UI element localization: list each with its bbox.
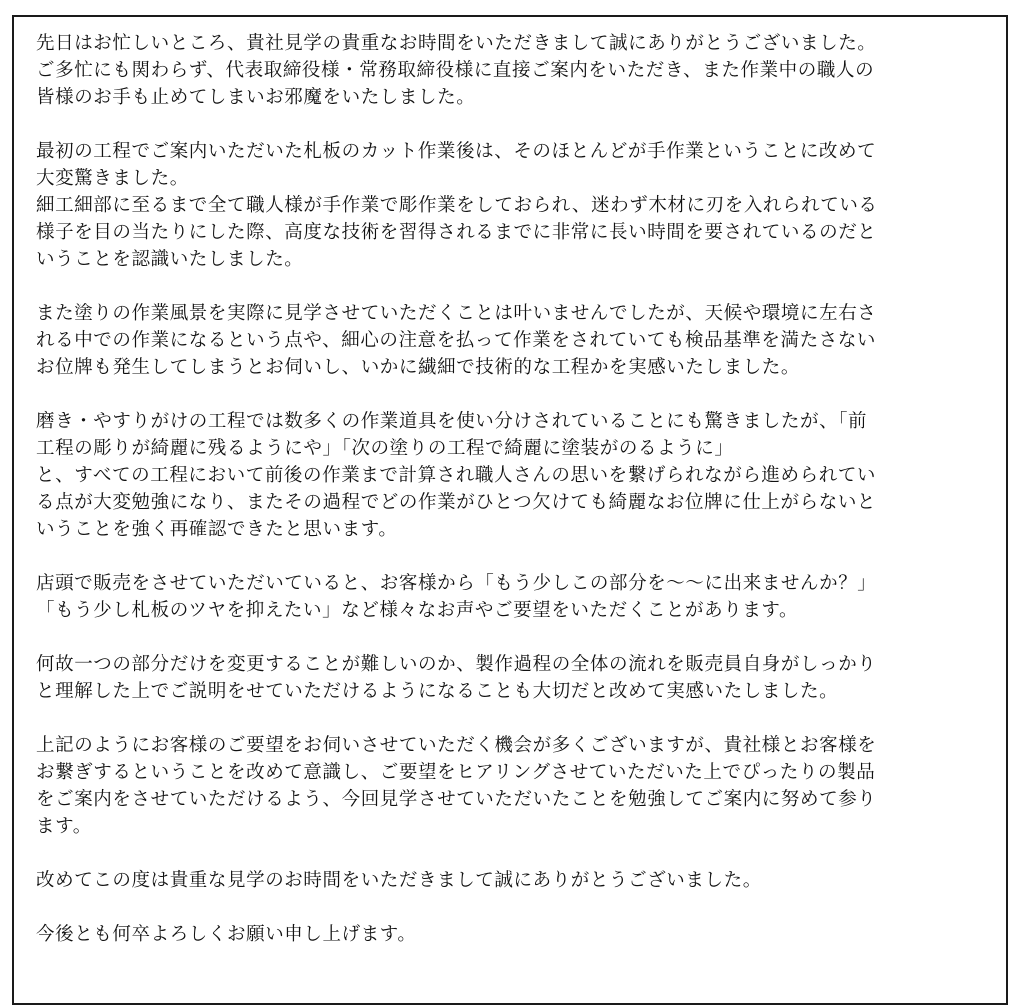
text-line: と、すべての工程において前後の作業まで計算され職人さんの思いを繋げられながら進められてい [36, 465, 877, 486]
paragraph-greeting [36, 30, 996, 111]
text-line: 上記のようにお客様のご要望をお伺いさせていただく機会が多くございますが、貴社様とお客様を [36, 735, 877, 756]
text-line: る点が大変勉強になり、またその過程でどの作業がひとつ欠けても綺麗なお位牌に仕上がらないと [36, 492, 877, 513]
text-line: 細工細部に至るまで全て職人様が手作業で彫作業をしておられ、迷わず木材に刃を入れられている [36, 195, 878, 216]
text-line: と理解した上でご説明をせていただけるようになることも大切だと改めて実感いたしました。 [36, 681, 839, 702]
text-line: 磨き・やすりがけの工程では数多くの作業道具を使い分けされていることにも驚きましたが、「前 [36, 411, 868, 432]
text-line: 先日はお忙しいところ、貴社見学の貴重なお時間をいただきまして誠にありがとうございました。 [36, 33, 877, 54]
paragraph-customer-requests [36, 570, 996, 624]
paragraph-painting-process [36, 300, 996, 381]
paragraph-polishing-process [36, 408, 996, 543]
paragraph-commitment [36, 732, 996, 840]
text-line: 皆様のお手も止めてしまいお邪魔をいたしました。 [36, 87, 476, 108]
text-line: いうことを認識いたしました。 [36, 249, 304, 270]
text-line: 最初の工程でご案内いただいた札板のカット作業後は、そのほとんどが手作業ということに改めて [36, 141, 877, 162]
text-line: をご案内をさせていただけるよう、今回見学させていただいたことを勉強してご案内に努めて参り [36, 789, 877, 810]
text-line: 「もう少し札板のツヤを抑えたい」など様々なお声やご要望をいただくことがあります。 [36, 600, 799, 621]
text-line: 店頭で販売をさせていただいていると、お客様から「もう少しこの部分を～～に出来ませんか？」 [36, 573, 877, 594]
paragraph-understanding [36, 651, 996, 705]
paragraph-thanks [36, 867, 996, 894]
paragraph-closing [36, 921, 996, 948]
text-line: お繋ぎするということを改めて意識し、ご要望をヒアリングさせていただいた上でぴったりの製品 [36, 762, 876, 783]
text-line: いうことを強く再確認できたと思います。 [36, 519, 398, 540]
text-line: 改めてこの度は貴重な見学のお時間をいただきまして誠にありがとうございました。 [36, 870, 762, 891]
text-line: また塗りの作業風景を実際に見学させていただくことは叶いませんでしたが、天候や環境に左右さ [36, 303, 877, 324]
text-line: 工程の彫りが綺麗に残るようにや」「次の塗りの工程で綺麗に塗装がのるように」 [36, 438, 734, 459]
text-line: ます。 [36, 816, 92, 837]
text-line: 大変驚きました。 [36, 168, 189, 189]
letter-body [36, 30, 996, 975]
text-line: れる中での作業になるという点や、細心の注意を払って作業をされていても検品基準を満たさない [36, 330, 877, 351]
text-line: 何故一つの部分だけを変更することが難しいのか、製作過程の全体の流れを販売員自身がしっかり [36, 654, 877, 675]
text-line: 今後とも何卒よろしくお願い申し上げます。 [36, 924, 417, 945]
text-line: お位牌も発生してしまうとお伺いし、いかに繊細で技術的な工程かを実感いたしました。 [36, 357, 801, 378]
text-line: 様子を目の当たりにした際、高度な技術を習得されるまでに非常に長い時間を要されているのだと [36, 222, 877, 243]
paragraph-cutting-process [36, 138, 996, 273]
text-line: ご多忙にも関わらず、代表取締役様・常務取締役様に直接ご案内をいただき、また作業中の職人の [36, 60, 875, 81]
